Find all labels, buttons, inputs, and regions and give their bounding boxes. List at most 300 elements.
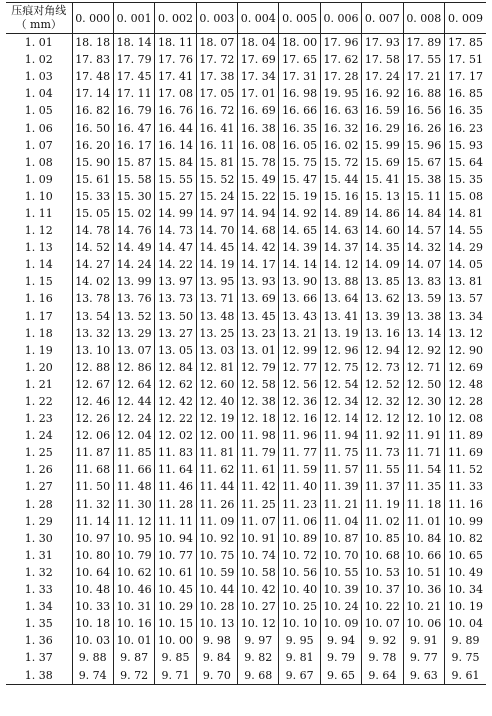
table-cell-value: 11. 44 — [196, 478, 237, 495]
table-cell-value: 11. 01 — [403, 513, 444, 530]
table-cell-value: 16. 14 — [155, 137, 196, 154]
table-cell-value: 12. 12 — [362, 410, 403, 427]
table-cell-value: 13. 21 — [279, 325, 320, 342]
table-cell-value: 15. 96 — [403, 137, 444, 154]
table-cell-value: 13. 34 — [445, 308, 486, 325]
table-cell-value: 14. 92 — [279, 205, 320, 222]
table-cell-value: 15. 13 — [362, 188, 403, 205]
table-cell-value: 13. 73 — [155, 290, 196, 307]
table-cell-value: 11. 69 — [445, 444, 486, 461]
table-row — [6, 478, 486, 495]
table-row — [6, 239, 486, 256]
table-cell-value: 13. 45 — [238, 308, 279, 325]
table-cell-value: 14. 12 — [320, 256, 361, 273]
table-cell-value: 10. 12 — [238, 615, 279, 632]
table-cell-value: 16. 35 — [279, 119, 320, 136]
table-cell-value: 10. 53 — [362, 564, 403, 581]
corner-label-line1: 压痕对角线 — [11, 4, 67, 17]
table-cell-value: 12. 52 — [362, 376, 403, 393]
table-cell-value: 15. 67 — [403, 154, 444, 171]
table-cell-value: 14. 29 — [445, 239, 486, 256]
corner-label-line2: （ mm） — [15, 18, 62, 31]
table-cell-value: 17. 79 — [113, 51, 154, 68]
corner-header — [6, 3, 72, 34]
table-cell-value: 11. 57 — [320, 461, 361, 478]
table-cell-value: 11. 19 — [362, 496, 403, 513]
table-cell-value: 16. 17 — [113, 137, 154, 154]
table-cell-value: 11. 07 — [238, 513, 279, 530]
table-cell-value: 10. 45 — [155, 581, 196, 598]
table-cell-value: 11. 54 — [403, 461, 444, 478]
table-row — [6, 427, 486, 444]
table-cell-value: 11. 37 — [362, 478, 403, 495]
table-row — [6, 119, 486, 136]
table-cell-value: 14. 45 — [196, 239, 237, 256]
table-row — [6, 308, 486, 325]
table-cell-value: 14. 76 — [113, 222, 154, 239]
table-cell-value: 10. 40 — [279, 581, 320, 598]
table-cell-value: 10. 22 — [362, 598, 403, 615]
table-cell-value: 12. 14 — [320, 410, 361, 427]
table-cell-value: 12. 62 — [155, 376, 196, 393]
table-cell-value: 17. 41 — [155, 68, 196, 85]
table-row — [6, 359, 486, 376]
table-cell-value: 14. 24 — [113, 256, 154, 273]
table-cell-value: 10. 80 — [72, 547, 113, 564]
row-label-diagonal: 1. 04 — [24, 87, 53, 101]
table-cell-value: 10. 56 — [279, 564, 320, 581]
table-row — [6, 273, 486, 290]
row-label-diagonal: 1. 21 — [24, 377, 53, 391]
row-label-diagonal: 1. 09 — [24, 172, 53, 186]
table-cell-value: 14. 52 — [72, 239, 113, 256]
table-cell-value: 10. 87 — [320, 530, 361, 547]
table-cell-value: 9. 89 — [445, 632, 486, 649]
row-label-diagonal: 1. 11 — [24, 206, 53, 220]
header-row — [6, 3, 486, 34]
table-cell-value: 14. 60 — [362, 222, 403, 239]
table-cell-value: 17. 38 — [196, 68, 237, 85]
table-cell-value: 14. 94 — [238, 205, 279, 222]
table-cell-value: 11. 59 — [279, 461, 320, 478]
table-cell-value: 14. 14 — [279, 256, 320, 273]
table-cell-value: 12. 88 — [72, 359, 113, 376]
table-cell-value: 12. 86 — [113, 359, 154, 376]
table-cell-value: 10. 37 — [362, 581, 403, 598]
row-label-diagonal: 1. 29 — [24, 514, 53, 528]
table-cell-value: 10. 29 — [155, 598, 196, 615]
table-cell-value: 10. 00 — [155, 632, 196, 649]
table-cell-value: 15. 69 — [362, 154, 403, 171]
table-cell-value: 14. 65 — [279, 222, 320, 239]
row-label-diagonal: 1. 02 — [24, 53, 53, 67]
table-cell-value: 15. 33 — [72, 188, 113, 205]
table-cell-value: 10. 91 — [238, 530, 279, 547]
table-cell-value: 16. 11 — [196, 137, 237, 154]
table-cell-value: 14. 86 — [362, 205, 403, 222]
table-cell-value: 10. 61 — [155, 564, 196, 581]
column-header: 0. 007 — [362, 3, 403, 34]
table-cell-value: 11. 48 — [113, 478, 154, 495]
table-cell-value: 14. 49 — [113, 239, 154, 256]
table-cell-value: 16. 66 — [279, 102, 320, 119]
table-cell-value: 13. 78 — [72, 290, 113, 307]
table-cell-value: 9. 67 — [279, 666, 320, 684]
table-cell-value: 15. 93 — [445, 137, 486, 154]
table-cell-value: 9. 77 — [403, 649, 444, 666]
table-row — [6, 513, 486, 530]
table-cell-value: 11. 42 — [238, 478, 279, 495]
table-cell-value: 9. 65 — [320, 666, 361, 684]
table-cell-value: 9. 63 — [403, 666, 444, 684]
table-cell-value: 15. 75 — [279, 154, 320, 171]
table-cell-value: 12. 92 — [403, 342, 444, 359]
table-cell-value: 14. 47 — [155, 239, 196, 256]
column-header: 0. 000 — [72, 3, 113, 34]
table-cell-value: 11. 16 — [445, 496, 486, 513]
table-cell-value: 13. 25 — [196, 325, 237, 342]
table-cell-value: 9. 91 — [403, 632, 444, 649]
table-row — [6, 137, 486, 154]
table-cell-value: 11. 75 — [320, 444, 361, 461]
table-cell-value: 11. 92 — [362, 427, 403, 444]
table-cell-value: 10. 55 — [320, 564, 361, 581]
table-cell-value: 10. 72 — [279, 547, 320, 564]
table-cell-value: 16. 05 — [279, 137, 320, 154]
table-cell-value: 17. 31 — [279, 68, 320, 85]
table-cell-value: 13. 90 — [279, 273, 320, 290]
table-cell-value: 14. 02 — [72, 273, 113, 290]
row-label-diagonal: 1. 33 — [24, 583, 53, 597]
table-cell-value: 12. 96 — [320, 342, 361, 359]
table-cell-value: 10. 39 — [320, 581, 361, 598]
table-cell-value: 12. 50 — [403, 376, 444, 393]
table-cell-value: 11. 85 — [113, 444, 154, 461]
table-cell-value: 17. 11 — [113, 85, 154, 102]
table-cell-value: 14. 37 — [320, 239, 361, 256]
table-cell-value: 17. 28 — [320, 68, 361, 85]
table-cell-value: 15. 08 — [445, 188, 486, 205]
table-cell-value: 10. 27 — [238, 598, 279, 615]
table-cell-value: 10. 99 — [445, 513, 486, 530]
table-cell-value: 11. 12 — [113, 513, 154, 530]
table-cell-value: 10. 85 — [362, 530, 403, 547]
table-cell-value: 11. 52 — [445, 461, 486, 478]
table-cell-value: 11. 66 — [113, 461, 154, 478]
row-label-diagonal: 1. 19 — [24, 343, 53, 357]
table-cell-value: 13. 97 — [155, 273, 196, 290]
table-cell-value: 14. 81 — [445, 205, 486, 222]
column-header: 0. 001 — [113, 3, 154, 34]
row-label-diagonal: 1. 03 — [24, 70, 53, 84]
table-row — [6, 666, 486, 684]
table-row — [6, 205, 486, 222]
table-cell-value: 14. 78 — [72, 222, 113, 239]
table-cell-value: 12. 73 — [362, 359, 403, 376]
table-cell-value: 10. 95 — [113, 530, 154, 547]
table-cell-value: 12. 06 — [72, 427, 113, 444]
table-cell-value: 13. 07 — [113, 342, 154, 359]
table-cell-value: 11. 94 — [320, 427, 361, 444]
table-cell-value: 12. 42 — [155, 393, 196, 410]
row-label-diagonal: 1. 35 — [24, 617, 53, 631]
table-cell-value: 14. 22 — [155, 256, 196, 273]
table-cell-value: 15. 27 — [155, 188, 196, 205]
table-cell-value: 16. 41 — [196, 119, 237, 136]
table-cell-value: 10. 58 — [238, 564, 279, 581]
table-cell-value: 15. 84 — [155, 154, 196, 171]
table-cell-value: 12. 18 — [238, 410, 279, 427]
table-cell-value: 13. 10 — [72, 342, 113, 359]
table-cell-value: 9. 74 — [72, 666, 113, 684]
table-cell-value: 10. 25 — [279, 598, 320, 615]
table-cell-value: 11. 98 — [238, 427, 279, 444]
table-cell-value: 13. 99 — [113, 273, 154, 290]
table-cell-value: 9. 84 — [196, 649, 237, 666]
table-row — [6, 461, 486, 478]
table-cell-value: 11. 28 — [155, 496, 196, 513]
table-cell-value: 17. 24 — [362, 68, 403, 85]
table-cell-value: 17. 48 — [72, 68, 113, 85]
row-label-diagonal: 1. 18 — [24, 326, 53, 340]
row-label-diagonal: 1. 25 — [24, 446, 53, 460]
table-cell-value: 15. 24 — [196, 188, 237, 205]
table-cell-value: 13. 52 — [113, 308, 154, 325]
table-cell-value: 12. 69 — [445, 359, 486, 376]
table-cell-value: 12. 44 — [113, 393, 154, 410]
table-row — [6, 222, 486, 239]
table-cell-value: 11. 96 — [279, 427, 320, 444]
table-row — [6, 410, 486, 427]
table-cell-value: 15. 49 — [238, 171, 279, 188]
table-cell-value: 12. 71 — [403, 359, 444, 376]
table-cell-value: 15. 19 — [279, 188, 320, 205]
table-cell-value: 15. 72 — [320, 154, 361, 171]
column-header: 0. 002 — [155, 3, 196, 34]
table-cell-value: 10. 31 — [113, 598, 154, 615]
table-cell-value: 11. 18 — [403, 496, 444, 513]
table-cell-value: 11. 61 — [238, 461, 279, 478]
table-cell-value: 13. 39 — [362, 308, 403, 325]
table-cell-value: 10. 34 — [445, 581, 486, 598]
table-cell-value: 10. 46 — [113, 581, 154, 598]
table-cell-value: 10. 03 — [72, 632, 113, 649]
table-cell-value: 16. 92 — [362, 85, 403, 102]
table-cell-value: 13. 27 — [155, 325, 196, 342]
table-cell-value: 10. 10 — [279, 615, 320, 632]
table-row — [6, 530, 486, 547]
table-cell-value: 17. 76 — [155, 51, 196, 68]
table-cell-value: 10. 15 — [155, 615, 196, 632]
table-cell-value: 10. 66 — [403, 547, 444, 564]
table-cell-value: 11. 64 — [155, 461, 196, 478]
table-cell-value: 12. 22 — [155, 410, 196, 427]
table-cell-value: 13. 81 — [445, 273, 486, 290]
table-cell-value: 14. 68 — [238, 222, 279, 239]
table-cell-value: 13. 93 — [238, 273, 279, 290]
row-label-diagonal: 1. 13 — [24, 241, 53, 255]
table-cell-value: 11. 25 — [238, 496, 279, 513]
table-cell-value: 14. 09 — [362, 256, 403, 273]
table-cell-value: 12. 34 — [320, 393, 361, 410]
table-cell-value: 17. 51 — [445, 51, 486, 68]
table-cell-value: 10. 84 — [403, 530, 444, 547]
table-cell-value: 11. 71 — [403, 444, 444, 461]
table-cell-value: 14. 35 — [362, 239, 403, 256]
row-label-diagonal: 1. 22 — [24, 395, 53, 409]
table-cell-value: 9. 87 — [113, 649, 154, 666]
table-row — [6, 581, 486, 598]
table-cell-value: 10. 70 — [320, 547, 361, 564]
table-cell-value: 11. 09 — [196, 513, 237, 530]
table-cell-value: 12. 04 — [113, 427, 154, 444]
table-cell-value: 12. 30 — [403, 393, 444, 410]
table-row — [6, 290, 486, 307]
table-cell-value: 11. 89 — [445, 427, 486, 444]
table-cell-value: 16. 98 — [279, 85, 320, 102]
table-cell-value: 15. 11 — [403, 188, 444, 205]
column-header: 0. 008 — [403, 3, 444, 34]
table-cell-value: 15. 30 — [113, 188, 154, 205]
table-cell-value: 11. 26 — [196, 496, 237, 513]
table-row — [6, 649, 486, 666]
table-cell-value: 10. 04 — [445, 615, 486, 632]
row-label-diagonal: 1. 31 — [24, 548, 53, 562]
table-row — [6, 342, 486, 359]
row-label-diagonal: 1. 01 — [24, 36, 53, 50]
table-cell-value: 9. 98 — [196, 632, 237, 649]
table-cell-value: 11. 33 — [445, 478, 486, 495]
table-cell-value: 11. 40 — [279, 478, 320, 495]
table-cell-value: 15. 61 — [72, 171, 113, 188]
row-label-diagonal: 1. 05 — [24, 104, 53, 118]
table-row — [6, 188, 486, 205]
table-row — [6, 85, 486, 102]
column-header: 0. 009 — [445, 3, 486, 34]
table-cell-value: 15. 64 — [445, 154, 486, 171]
table-cell-value: 17. 93 — [362, 34, 403, 52]
table-row — [6, 102, 486, 119]
table-cell-value: 17. 62 — [320, 51, 361, 68]
table-cell-value: 10. 64 — [72, 564, 113, 581]
table-cell-value: 16. 26 — [403, 119, 444, 136]
table-cell-value: 17. 96 — [320, 34, 361, 52]
row-label-diagonal: 1. 08 — [24, 155, 53, 169]
table-cell-value: 12. 36 — [279, 393, 320, 410]
table-cell-value: 18. 00 — [279, 34, 320, 52]
row-label-diagonal: 1. 12 — [24, 224, 53, 238]
table-cell-value: 10. 89 — [279, 530, 320, 547]
table-cell-value: 15. 38 — [403, 171, 444, 188]
table-cell-value: 12. 19 — [196, 410, 237, 427]
table-cell-value: 9. 81 — [279, 649, 320, 666]
table-cell-value: 10. 28 — [196, 598, 237, 615]
table-cell-value: 17. 58 — [362, 51, 403, 68]
table-cell-value: 17. 83 — [72, 51, 113, 68]
table-cell-value: 9. 88 — [72, 649, 113, 666]
table-cell-value: 11. 87 — [72, 444, 113, 461]
table-cell-value: 18. 04 — [238, 34, 279, 52]
table-cell-value: 15. 41 — [362, 171, 403, 188]
table-cell-value: 17. 72 — [196, 51, 237, 68]
table-cell-value: 12. 00 — [196, 427, 237, 444]
table-cell-value: 15. 87 — [113, 154, 154, 171]
table-row — [6, 444, 486, 461]
table-cell-value: 10. 49 — [445, 564, 486, 581]
table-cell-value: 16. 29 — [362, 119, 403, 136]
table-cell-value: 15. 81 — [196, 154, 237, 171]
table-cell-value: 9. 68 — [238, 666, 279, 684]
table-cell-value: 13. 43 — [279, 308, 320, 325]
table-cell-value: 16. 56 — [403, 102, 444, 119]
table-cell-value: 14. 19 — [196, 256, 237, 273]
table-row — [6, 547, 486, 564]
table-cell-value: 17. 08 — [155, 85, 196, 102]
table-cell-value: 18. 07 — [196, 34, 237, 52]
row-label-diagonal: 1. 36 — [24, 634, 53, 648]
table-cell-value: 15. 90 — [72, 154, 113, 171]
column-header: 0. 003 — [196, 3, 237, 34]
table-cell-value: 12. 60 — [196, 376, 237, 393]
table-cell-value: 12. 10 — [403, 410, 444, 427]
table-cell-value: 11. 68 — [72, 461, 113, 478]
table-cell-value: 15. 16 — [320, 188, 361, 205]
table-row — [6, 564, 486, 581]
table-cell-value: 10. 51 — [403, 564, 444, 581]
row-label-diagonal: 1. 24 — [24, 429, 53, 443]
table-cell-value: 15. 55 — [155, 171, 196, 188]
table-cell-value: 13. 05 — [155, 342, 196, 359]
table-cell-value: 11. 50 — [72, 478, 113, 495]
table-cell-value: 14. 32 — [403, 239, 444, 256]
table-row — [6, 598, 486, 615]
table-cell-value: 11. 23 — [279, 496, 320, 513]
table-cell-value: 16. 88 — [403, 85, 444, 102]
table-row — [6, 632, 486, 649]
table-cell-value: 10. 09 — [320, 615, 361, 632]
table-cell-value: 10. 94 — [155, 530, 196, 547]
table-row — [6, 615, 486, 632]
table-cell-value: 11. 79 — [238, 444, 279, 461]
table-cell-value: 16. 63 — [320, 102, 361, 119]
table-cell-value: 11. 91 — [403, 427, 444, 444]
row-label-diagonal: 1. 27 — [24, 480, 53, 494]
row-label-diagonal: 1. 26 — [24, 463, 53, 477]
table-cell-value: 16. 20 — [72, 137, 113, 154]
table-cell-value: 14. 17 — [238, 256, 279, 273]
table-cell-value: 14. 57 — [403, 222, 444, 239]
table-cell-value: 11. 30 — [113, 496, 154, 513]
table-cell-value: 16. 02 — [320, 137, 361, 154]
row-label-diagonal: 1. 37 — [24, 651, 53, 665]
table-cell-value: 12. 94 — [362, 342, 403, 359]
table-cell-value: 13. 19 — [320, 325, 361, 342]
column-header: 0. 006 — [320, 3, 361, 34]
table-cell-value: 16. 59 — [362, 102, 403, 119]
table-cell-value: 10. 07 — [362, 615, 403, 632]
table-cell-value: 11. 55 — [362, 461, 403, 478]
table-cell-value: 17. 69 — [238, 51, 279, 68]
table-cell-value: 17. 55 — [403, 51, 444, 68]
table-cell-value: 10. 18 — [72, 615, 113, 632]
table-cell-value: 11. 11 — [155, 513, 196, 530]
table-cell-value: 13. 12 — [445, 325, 486, 342]
table-cell-value: 10. 24 — [320, 598, 361, 615]
table-cell-value: 12. 99 — [279, 342, 320, 359]
table-cell-value: 12. 16 — [279, 410, 320, 427]
table-cell-value: 10. 44 — [196, 581, 237, 598]
table-cell-value: 10. 59 — [196, 564, 237, 581]
